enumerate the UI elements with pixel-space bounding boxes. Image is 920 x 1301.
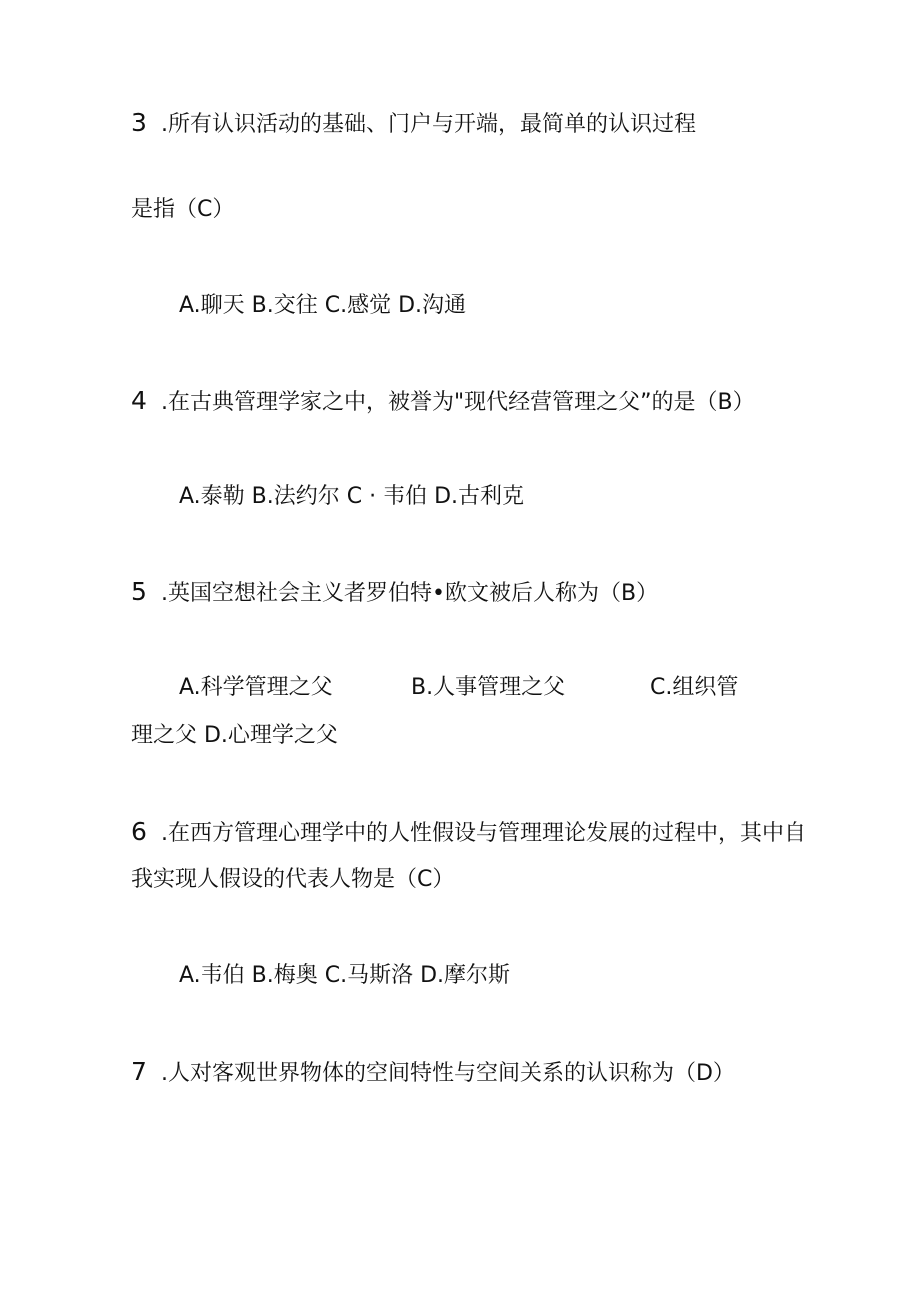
question-number: 7 bbox=[131, 1057, 147, 1086]
question-text: .英国空想社会主义者罗伯特•欧文被后人称为（B） bbox=[161, 581, 659, 606]
question-4-options: A.泰勒 B.法约尔 C · 韦伯 D.古利克 bbox=[179, 484, 524, 509]
question-7-stem-line1 bbox=[131, 1057, 735, 1089]
question-5-option-a: A.科学管理之父 bbox=[179, 675, 333, 700]
question-5-option-b: B.人事管理之父 bbox=[411, 675, 566, 700]
question-3-options: A.聊天 B.交往 C.感觉 D.沟通 bbox=[179, 293, 467, 318]
question-number: 5 bbox=[131, 577, 147, 606]
question-text: .所有认识活动的基础、门户与开端，最简单的认识过程 bbox=[161, 112, 696, 137]
question-text: .人对客观世界物体的空间特性与空间关系的认识称为（D） bbox=[161, 1061, 735, 1086]
question-number: 3 bbox=[131, 108, 147, 137]
question-text: .在西方管理心理学中的人性假设与管理理论发展的过程中，其中自 bbox=[161, 821, 806, 846]
question-text: .在古典管理学家之中，被誉为"现代经营管理之父”的是（B） bbox=[161, 390, 755, 415]
question-3-stem-line1 bbox=[131, 108, 696, 140]
question-6-options: A.韦伯 B.梅奥 C.马斯洛 D.摩尔斯 bbox=[179, 963, 511, 988]
question-3-stem-line2: 是指（C） bbox=[131, 197, 235, 222]
question-5-options-line2: 理之父 D.心理学之父 bbox=[131, 723, 338, 748]
question-4-stem-line1 bbox=[131, 386, 755, 418]
question-5-option-c: C.组织管 bbox=[650, 675, 739, 700]
question-6-stem-line1 bbox=[131, 817, 806, 849]
question-number: 6 bbox=[131, 817, 147, 846]
question-number: 4 bbox=[131, 386, 147, 415]
question-6-stem-line2: 我实现人假设的代表人物是（C） bbox=[131, 867, 455, 892]
question-5-stem-line1 bbox=[131, 577, 658, 609]
